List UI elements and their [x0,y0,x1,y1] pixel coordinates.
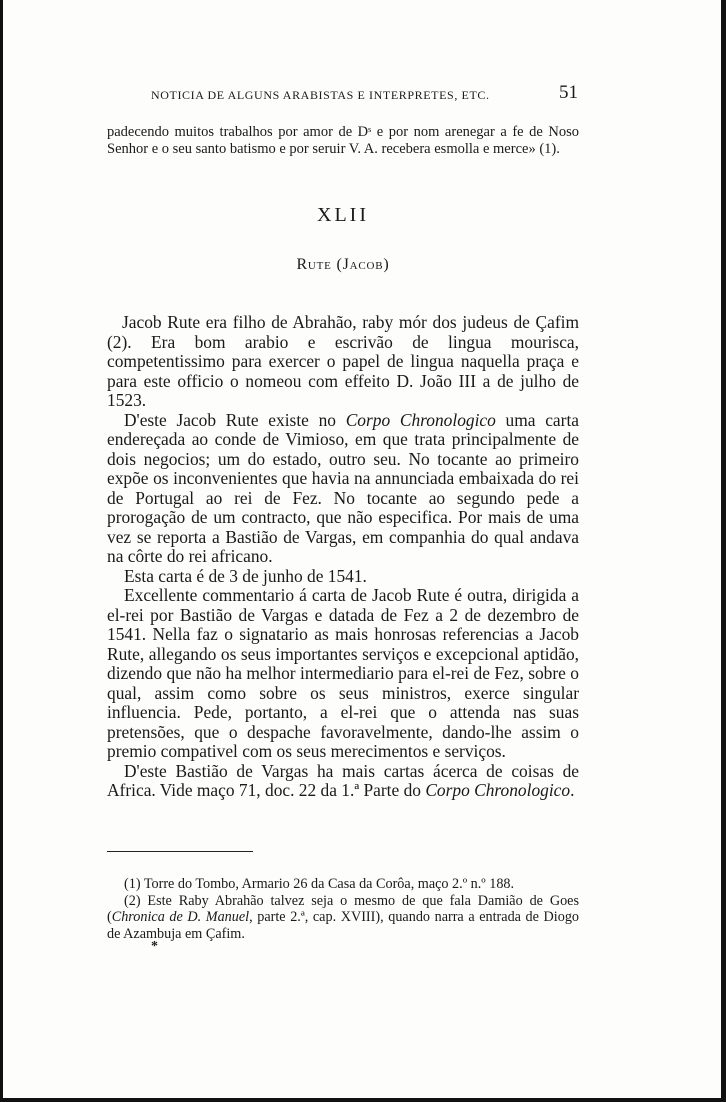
carryover-paragraph: padecendo muitos trabalhos por amor de Dˢ e por nom arenegar a fe de Noso Senhor e o seu santo batismo e por seruir V. A. recebera esmolla e merce» (1). [107,124,579,157]
footnote-2: (2) Este Raby Abrahão talvez seja o mesmo de que fala Damião de Goes (Chronica de D. Manuel, parte 2.ª, cap. XVIII), quando narra a entrada de Diogo de Azambuja em Çafim. [107,892,580,942]
asterisk-ornament: * [151,939,158,954]
paragraph-5: D'este Bastião de Vargas ha mais cartas ácerca de coisas de Africa. Vide maço 71, doc. 22 da 1.ª Parte do Corpo Chronologico. [107,760,579,800]
body-text [107,313,579,801]
paragraph-2: D'este Jacob Rute existe no Corpo Chronologico uma carta endereçada ao conde de Vimioso, em que trata principalmente de dois negocios; um do estado, outro seu. No tocante ao primeiro expõe os inconvenientes que havia na annunciada embaixada do rei de Portugal ao rei de Fez. No tocante ao segundo pede a prorogação de um contracto, que não especifica. Por mais de uma vez se reporta a Bastião de Vargas, em companhia do qual andava na côrte do rei africano. [107,409,579,566]
chapter-title: Rute (Jacob) [296,256,390,273]
paragraph-4: Excellente commentario á carta de Jacob Rute é outra, dirigida a el-rei por Bastião de Vargas e datada de Fez a 2 de dezembro de 1541. Nella faz o signatario as mais honrosas referencias a Jacob Rute, allegando os seus importantes serviços e excepcional aptidão, dizendo que não ha melhor intermediario para el-rei de Fez, sobre o qual, assim como sobre os seus ministros, exerce singular influencia. Pede, portanto, a el-rei que o attenda nas suas pretensões, que o despache favoravelmente, dando-lhe assim o premio compativel com os seus merecimentos e serviços. [107,585,579,761]
footnote-1: (1) Torre do Tombo, Armario 26 da Casa da Corôa, maço 2.º n.º 188. [124,876,515,892]
footnote-divider [107,851,253,852]
paragraph-3: Esta carta é de 3 de junho de 1541. [124,565,367,586]
footnotes [107,876,579,942]
paragraph-1: Jacob Rute era filho de Abrahão, raby mór dos judeus de Çafim (2). Era bom arabio e escrivão de lingua mourisca, competentissimo para exercer o papel de lingua naquella praça e para este officio o nomeou com effeito D. João III a de julho de 1523. [107,312,579,410]
page-number: 51 [559,82,578,103]
chapter-number: XLII [317,204,369,226]
running-title: NOTICIA DE ALGUNS ARABISTAS E INTERPRETES, ETC. [151,88,490,102]
